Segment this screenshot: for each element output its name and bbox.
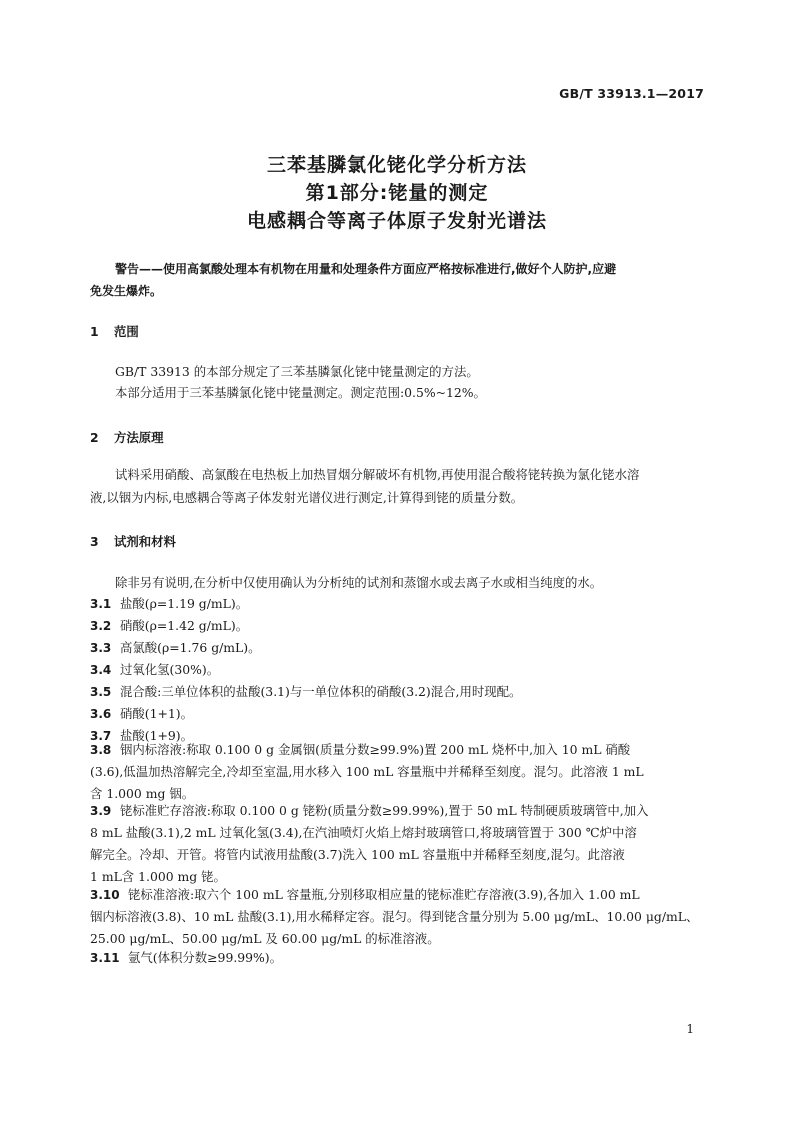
section1-heading — [90, 322, 139, 340]
item-text-line1: 铑标准贮存溶液:称取 0.100 0 g 铑粉(质量分数≥99.99%),置于 50 mL 特制硬质玻璃管中,加入 — [120, 803, 649, 818]
section3-number: 3 — [90, 534, 99, 549]
section3-heading — [90, 532, 176, 550]
item-line — [90, 800, 706, 822]
page-number: 1 — [686, 1022, 694, 1036]
document-title-line2: 第1部分:铑量的测定 — [305, 182, 489, 204]
item-number: 3.3 — [90, 641, 112, 655]
section2-title: 方法原理 — [114, 430, 164, 445]
item-text: 高氯酸(ρ=1.76 g/mL)。 — [120, 640, 261, 655]
item-text-line3: 解完全。冷却、开管。将管内试液用盐酸(3.7)洗入 100 mL 容量瓶中并稀释至刻度,混匀。此溶液 — [90, 847, 625, 862]
list-item-3-9 — [90, 800, 706, 888]
item-text-line3: 含 1.000 mg 铟。 — [90, 786, 195, 801]
warning-line2: 免发生爆炸。 — [90, 284, 163, 298]
section3-intro: 除非另有说明,在分析中仅使用确认为分析纯的试剂和蒸馏水或去离子水或相当纯度的水。 — [115, 575, 603, 590]
item-number: 3.9 — [90, 804, 112, 818]
section2-number: 2 — [90, 430, 99, 445]
item-text-line2: 铟内标溶液(3.8)、10 mL 盐酸(3.1),用水稀释定容。混匀。得到铑含量分别为 5.00 μg/mL、10.00 μg/mL、 — [90, 909, 699, 924]
list-item-3-6 — [90, 703, 706, 725]
item-text: 混合酸:三单位体积的盐酸(3.1)与一单位体积的硝酸(3.2)混合,用时现配。 — [120, 684, 522, 699]
item-text-line2: (3.6),低温加热溶解完全,冷却至室温,用水移入 100 mL 容量瓶中并稀释至刻度。混匀。此溶液 1 mL — [90, 764, 644, 779]
standard-code: GB/T 33913.1—2017 — [559, 86, 704, 101]
item-number: 3.7 — [90, 729, 112, 743]
item-line — [90, 739, 706, 761]
document-title-line3: 电感耦合等离子体原子发射光谱法 — [246, 210, 547, 232]
section1-title: 范围 — [114, 324, 139, 339]
section1-paragraph2: 本部分适用于三苯基膦氯化铑中铑量测定。测定范围:0.5%~12%。 — [115, 385, 486, 400]
item-number: 3.11 — [90, 951, 120, 965]
item-line — [90, 884, 706, 906]
item-text-line1: 铑标准溶液:取六个 100 mL 容量瓶,分别移取相应量的铑标准贮存溶液(3.9),各加入 1.00 mL — [128, 887, 640, 902]
item-text: 过氧化氢(30%)。 — [120, 662, 220, 677]
list-item-3-11 — [90, 947, 706, 969]
item-number: 3.10 — [90, 888, 120, 902]
item-text: 氩气(体积分数≥99.99%)。 — [128, 950, 283, 965]
list-item-3-4 — [90, 659, 706, 681]
list-item-3-10 — [90, 884, 706, 950]
warning-line1: 警告——使用高氯酸处理本有机物在用量和处理条件方面应严格按标准进行,做好个人防护,应避 — [115, 262, 617, 276]
section2-heading — [90, 428, 164, 446]
item-number: 3.4 — [90, 663, 112, 677]
warning-paragraph — [90, 258, 704, 302]
item-text: 盐酸(ρ=1.19 g/mL)。 — [120, 596, 249, 611]
section1-number: 1 — [90, 324, 99, 339]
item-text: 硝酸(1+1)。 — [120, 706, 193, 721]
section2-line2: 液,以铟为内标,电感耦合等离子体发射光谱仪进行测定,计算得到铑的质量分数。 — [90, 490, 524, 505]
item-number: 3.6 — [90, 707, 112, 721]
list-item-3-3 — [90, 637, 706, 659]
item-text: 硝酸(ρ=1.42 g/mL)。 — [120, 618, 249, 633]
list-item-3-1 — [90, 593, 706, 615]
item-number: 3.2 — [90, 619, 112, 633]
list-item-3-2 — [90, 615, 706, 637]
item-text-line4: 1 mL含 1.000 mg 铑。 — [90, 869, 226, 884]
section3-title: 试剂和材料 — [114, 534, 176, 549]
item-text-line1: 铟内标溶液:称取 0.100 0 g 金属铟(质量分数≥99.9%)置 200 mL 烧杯中,加入 10 mL 硝酸 — [120, 742, 631, 757]
list-item-3-5 — [90, 681, 706, 703]
section2-line1: 试料采用硝酸、高氯酸在电热板上加热冒烟分解破坏有机物,再使用混合酸将铑转换为氯化铑水溶 — [115, 467, 640, 482]
item-text-line2: 8 mL 盐酸(3.1),2 mL 过氧化氢(3.4),在汽油喷灯火焰上熔封玻璃管口,将玻璃管置于 300 ℃炉中溶 — [90, 825, 637, 840]
document-title-line1: 三苯基膦氯化铑化学分析方法 — [266, 154, 527, 176]
item-number: 3.8 — [90, 743, 112, 757]
item-text-line3: 25.00 μg/mL、50.00 μg/mL 及 60.00 μg/mL 的标准溶液。 — [90, 931, 440, 946]
item-number: 3.1 — [90, 597, 112, 611]
list-item-3-8 — [90, 739, 706, 805]
item-number: 3.5 — [90, 685, 112, 699]
section1-paragraph1: GB/T 33913 的本部分规定了三苯基膦氯化铑中铑量测定的方法。 — [115, 364, 479, 379]
item-text: 盐酸(1+9)。 — [120, 728, 193, 743]
